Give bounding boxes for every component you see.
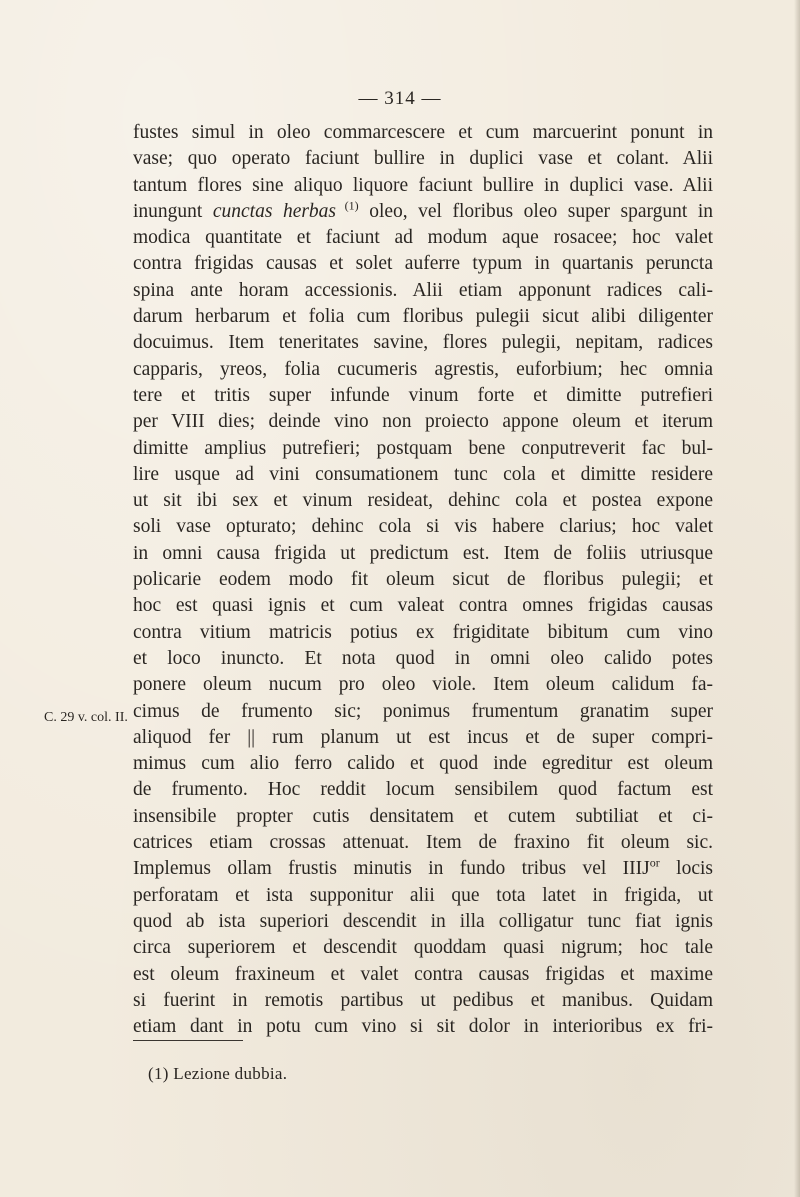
text-line: aliquod fer || rum planum ut est incus et de super compri- — [133, 726, 713, 748]
main-text — [133, 120, 713, 1040]
footnote: (1) Lezione dubbia. — [148, 1064, 288, 1083]
text-line: policarie eodem modo fit oleum sicut de floribus pulegii; et — [133, 569, 713, 591]
text-line: lire usque ad vini consumationem tunc cola et dimitte residere — [133, 463, 713, 485]
text-line: contra vitium matricis potius ex frigiditate bibitum cum vino — [133, 621, 713, 643]
text-line: de frumento. Hoc reddit locum sensibilem quod factum est — [133, 779, 713, 801]
superscript: or — [649, 855, 660, 870]
text-line: dimitte amplius putrefieri; postquam bene conputreverit fac bul- — [133, 437, 713, 459]
text-line: modica quantitate et faciunt ad modum aque rosacee; hoc valet — [133, 227, 713, 249]
text-line: est oleum fraxineum et valet contra causas frigidas et maxime — [133, 963, 713, 985]
text-line: etiam dant in potu cum vino si sit dolor in interioribus ex fri- — [133, 1016, 713, 1038]
text-line: docuimus. Item teneritates savine, flores pulegii, nepitam, radices — [133, 332, 713, 354]
text-line: catrices etiam crossas attenuat. Item de fraxino fit oleum sic. — [133, 832, 713, 854]
page-number: — 314 — — [358, 88, 442, 109]
text-line: quod ab ista superiori descendit in illa colligatur tunc fiat ignis — [133, 910, 713, 932]
text-line: mimus cum alio ferro calido et quod inde egreditur est oleum — [133, 753, 713, 775]
text-line: darum herbarum et folia cum floribus pulegii sicut alibi diligenter — [133, 306, 713, 328]
text-line: ponere oleum nucum pro oleo viole. Item oleum calidum fa- — [133, 674, 713, 696]
italic-phrase: cunctas herbas — [212, 200, 337, 222]
text-line: et loco inuncto. Et nota quod in omni oleo calido potes — [133, 647, 713, 669]
margin-note: C. 29 v. col. II. — [44, 709, 128, 725]
text-line: tere et tritis super infunde vinum forte et dimitte putrefieri — [133, 384, 713, 406]
text-line: fustes simul in oleo commarcescere et cum marcuerint ponunt in — [133, 122, 713, 143]
page-edge-shadow — [794, 0, 800, 1197]
text-line: capparis, yreos, folia cucumeris agrestis, euforbium; hec omnia — [133, 358, 713, 380]
footnote-divider — [133, 1040, 243, 1041]
text-line: soli vase opturato; dehinc cola si vis habere clarius; hoc valet — [133, 516, 713, 538]
text-line: si fuerint in remotis partibus ut pedibus et manibus. Quidam — [133, 989, 713, 1011]
text-line: insensibile propter cutis densitatem et cutem subtiliat et ci- — [133, 805, 713, 827]
text-line: spina ante horam accessionis. Alii etiam apponunt radices cali- — [133, 279, 713, 301]
text-line: Implemus ollam frustis minutis in fundo tribus vel $IIIJ^{or}$ locis — [133, 855, 713, 880]
text-line: per VIII dies; deinde vino non proiecto appone oleum et iterum — [133, 411, 713, 433]
text-line: inungunt cunctas herbas $^{(1)}$ oleo, vel floribus oleo super spargunt in — [133, 198, 713, 222]
text-line: perforatam et ista supponitur alii que tota latet in frigida, ut — [133, 884, 713, 906]
text-line: in omni causa frigida ut predictum est. Item de foliis utriusque — [133, 542, 713, 564]
footnote-reference: (1) — [336, 198, 359, 213]
text-line: tantum flores sine aliquo liquore faciunt bullire in duplici vase. Alii — [133, 174, 713, 196]
text-line: contra frigidas causas et solet auferre typum in quartanis peruncta — [133, 253, 713, 275]
text-line: vase; quo operato faciunt bullire in duplici vase et colant. Alii — [133, 148, 713, 170]
text-line: circa superiorem et descendit quoddam quasi nigrum; hoc tale — [133, 937, 713, 959]
text-line: hoc est quasi ignis et cum valeat contra omnes frigidas causas — [133, 595, 713, 617]
text-line: cimus de frumento sic; ponimus frumentum granatim super — [133, 700, 713, 722]
text-line: ut sit ibi sex et vinum resideat, dehinc cola et postea expone — [133, 490, 713, 512]
